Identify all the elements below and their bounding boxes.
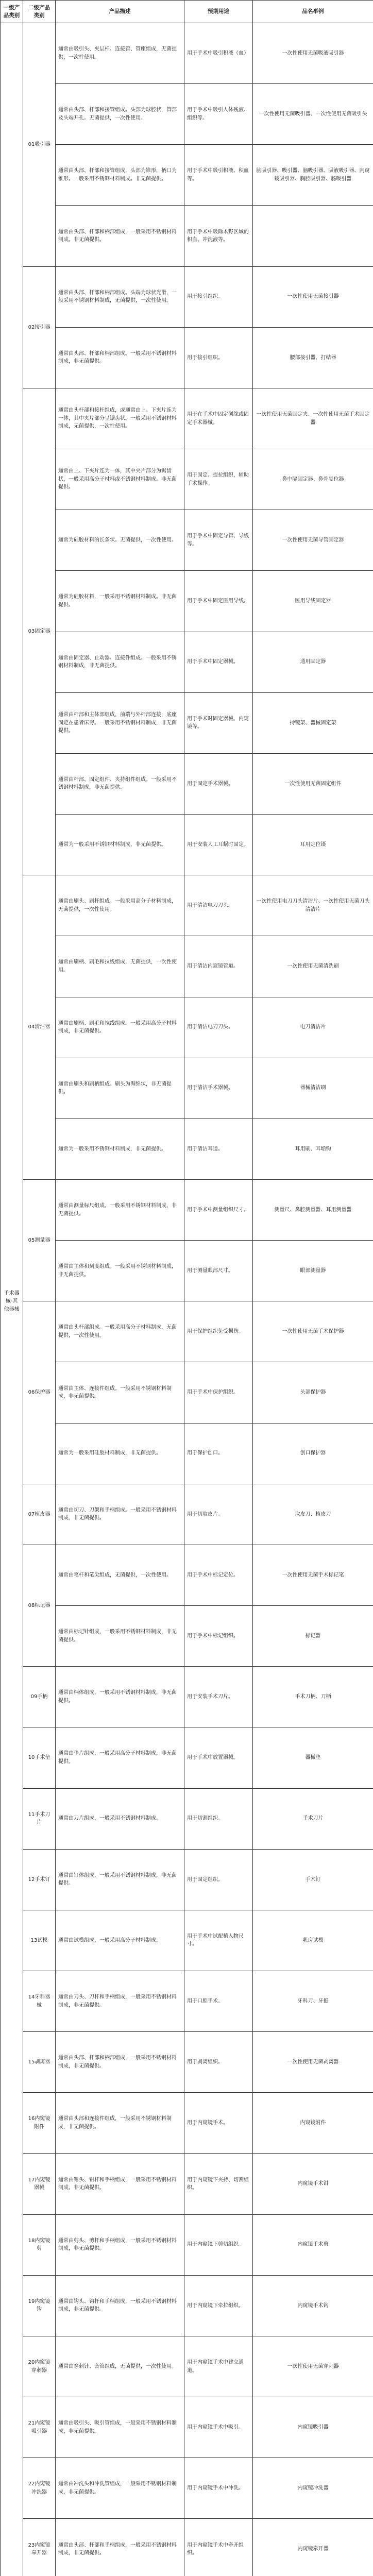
intended-use-cell: 用于保护创口。 bbox=[184, 1423, 253, 1484]
intended-use-cell: 用于手术中标记组织。 bbox=[184, 1606, 253, 1667]
description-cell: 通常由吸引头、夹层杆、连接管、管座组成，无菌提供，一次性使用。 bbox=[56, 23, 184, 84]
table-row bbox=[1, 449, 373, 510]
description-cell: 通常由刷头、刷杆组成。一般采用高分子材料制成，无菌提供，一次性使用。 bbox=[56, 875, 184, 936]
intended-use-cell: 用于手术中放置器械。 bbox=[184, 1727, 253, 1788]
intended-use-cell: 用于内窥镜手术中建立通道。 bbox=[184, 2336, 253, 2397]
intended-use-cell: 用于手术中固定医用导线。 bbox=[184, 571, 253, 632]
example-cell: 内窥镜冲洗器 bbox=[253, 2458, 373, 2519]
table-row bbox=[1, 1849, 373, 1910]
category2-cell: 08标记器 bbox=[23, 1545, 56, 1666]
description-cell: 通常由头部、杆部和柄部组成，一般采用不锈钢材料制成。非无菌提供。 bbox=[56, 206, 184, 266]
header-category1: 一级产品类别 bbox=[1, 1, 23, 23]
category1-cell: 手术器械-其他器械 bbox=[1, 23, 23, 2576]
intended-use-cell: 用于内窥镜手术中冲洗。 bbox=[184, 2458, 253, 2519]
intended-use-cell: 用于固定手术器械。 bbox=[184, 753, 253, 814]
table-row bbox=[1, 206, 373, 266]
category2-cell: 14牙科器械 bbox=[23, 1971, 56, 2032]
description-cell: 通常由柄体组成，一般采用不锈钢材料制成，非无菌提供。 bbox=[56, 1667, 184, 1727]
description-cell: 通常由刀头、刀杆和手柄组成，一般采用不锈钢材料制成，非无菌提供。 bbox=[56, 1971, 184, 2032]
intended-use-cell: 用于接引组织。 bbox=[184, 266, 253, 327]
table-body bbox=[1, 23, 373, 2576]
category2-cell: 21内窥镜吸引器 bbox=[23, 2397, 56, 2458]
category2-cell: 12手术钉 bbox=[23, 1849, 56, 1910]
description-cell: 通常由试模组成，一般采用高分子材料制成。 bbox=[56, 1910, 184, 1971]
description-cell: 通常由固定器、止动器、连接件组成。一般采用不锈钢材料制成，非无菌提供。 bbox=[56, 632, 184, 692]
intended-use-cell: 用于清洁内窥镜管道。 bbox=[184, 936, 253, 997]
category2-cell: 20内窥镜穿刺器 bbox=[23, 2336, 56, 2397]
example-cell: 手术钉 bbox=[253, 1849, 373, 1910]
table-row bbox=[1, 2032, 373, 2093]
category2-cell: 09手柄 bbox=[23, 1667, 56, 1727]
description-cell: 通常由钉体组成，一般采用不锈钢材料制成，非无菌提供。 bbox=[56, 1849, 184, 1910]
description-cell: 通常由刷柄、刷毛和拉线组成。一般采用高分子材料制成，非无菌提供。 bbox=[56, 997, 184, 1058]
intended-use-cell: 用于内窥镜手术中牵开组织。 bbox=[184, 2519, 253, 2576]
table-row bbox=[1, 266, 373, 327]
table-row bbox=[1, 1727, 373, 1788]
category2-cell: 16内窥镜附件 bbox=[23, 2093, 56, 2154]
example-cell: 电刀清洁片 bbox=[253, 997, 373, 1058]
description-cell: 通常由钳头、钳杆和手柄组成，一般采用不锈钢材料制成，非无菌提供。 bbox=[56, 2154, 184, 2214]
intended-use-cell: 用于清洁手术器械。 bbox=[184, 1058, 253, 1118]
category2-cell: 01吸引器 bbox=[23, 23, 56, 267]
example-cell: 耳用定位镊 bbox=[253, 815, 373, 875]
table-row bbox=[1, 2275, 373, 2336]
category2-cell: 17内窥镜器械 bbox=[23, 2154, 56, 2214]
table-row bbox=[1, 875, 373, 936]
category2-cell: 07植皮器 bbox=[23, 1484, 56, 1545]
table-row bbox=[1, 510, 373, 571]
intended-use-cell: 用于手术中标记定位。 bbox=[184, 1545, 253, 1605]
description-cell: 通常由头部、杆部和接管组成，头部为锥形，柄口为锥形。一般采用不锈钢材料制成。非无菌提供。 bbox=[56, 145, 184, 206]
description-cell: 通常由头部、杆部和柄部组成，一般采用不锈钢材料制成，非无菌提供。 bbox=[56, 2032, 184, 2093]
description-cell: 通常由主体、连接件组成。一般采用不锈钢材料制成，非无菌提供。 bbox=[56, 1362, 184, 1423]
intended-use-cell: 用于内窥镜下剪切组织。 bbox=[184, 2214, 253, 2275]
intended-use-cell: 用于剥离组织。 bbox=[184, 2032, 253, 2093]
example-cell: 鼻中隔固定器、鼻骨复位器 bbox=[253, 449, 373, 510]
example-cell: 手术刀柄、刀柄 bbox=[253, 1667, 373, 1727]
description-cell: 通常由头部和连接件组成，一般采用不锈钢材料制成，非无菌提供。 bbox=[56, 2093, 184, 2154]
example-cell: 标记器 bbox=[253, 1606, 373, 1667]
table-row bbox=[1, 1241, 373, 1301]
table-row bbox=[1, 2154, 373, 2214]
intended-use-cell: 用于口腔手术。 bbox=[184, 1971, 253, 2032]
table-row bbox=[1, 571, 373, 632]
description-cell: 通常为一般采用硅胶材料制成，非无菌提供。 bbox=[56, 1423, 184, 1484]
description-cell: 通常由杆部和主体部组成，前端与外杆部连接，底座固定在患者床旁。一般采用不锈钢材料制成，非无菌提供。 bbox=[56, 692, 184, 753]
example-cell: 一次性使用无菌吸液吸引器 bbox=[253, 23, 373, 84]
example-cell: 内窥镜牵开器 bbox=[253, 2519, 373, 2576]
example-cell: 通用固定器 bbox=[253, 632, 373, 692]
example-cell: 内窥镜吸引器 bbox=[253, 2397, 373, 2458]
table-row bbox=[1, 1179, 373, 1240]
category2-cell: 13试模 bbox=[23, 1910, 56, 1971]
table-row bbox=[1, 1545, 373, 1605]
table-row bbox=[1, 1910, 373, 1971]
example-cell: 一次性使用无菌剥离器 bbox=[253, 2032, 373, 2093]
example-cell: 内窥镜手术剪 bbox=[253, 2214, 373, 2275]
table-row bbox=[1, 1423, 373, 1484]
table-row bbox=[1, 327, 373, 388]
intended-use-cell: 用于内窥镜下牵拉组织。 bbox=[184, 2275, 253, 2336]
table-row bbox=[1, 1058, 373, 1118]
description-cell: 通常由测量标尺组成。一般采用不锈钢材料制成，非无菌提供。 bbox=[56, 1179, 184, 1240]
table-row bbox=[1, 1118, 373, 1179]
example-cell: 脑吸引器、吸引器、脑吸引器、吸液吸引器、内窥镜吸引器、胸腔吸引器、肠吸引器 bbox=[253, 145, 373, 206]
description-cell: 通常由刀片组成，一般采用不锈钢材料制成。 bbox=[56, 1788, 184, 1849]
example-cell: 器械清洁刷 bbox=[253, 1058, 373, 1118]
intended-use-cell: 用于清洁电刀刀头。 bbox=[184, 875, 253, 936]
example-cell: 一次性使用无菌固定夹、一次性使用无菌手术固定器 bbox=[253, 388, 373, 449]
example-cell: 持镜架、器械固定架 bbox=[253, 692, 373, 753]
example-cell: 耳用刷、耳垢钩 bbox=[253, 1118, 373, 1179]
example-cell: 眼部测量器 bbox=[253, 1241, 373, 1301]
table-row bbox=[1, 1788, 373, 1849]
intended-use-cell: 用于清洁耳道。 bbox=[184, 1118, 253, 1179]
header-row bbox=[1, 1, 373, 23]
table-row bbox=[1, 997, 373, 1058]
table-row bbox=[1, 388, 373, 449]
example-cell: 一次性使用无菌接引器 bbox=[253, 266, 373, 327]
category2-cell: 04清洁器 bbox=[23, 875, 56, 1180]
table-row bbox=[1, 632, 373, 692]
table-row bbox=[1, 753, 373, 814]
description-cell: 通常由标记针组成，一般采用不锈钢材料制成，非无菌提供。 bbox=[56, 1606, 184, 1667]
description-cell: 通常为一般采用不锈钢材料制成，非无菌提供。 bbox=[56, 1118, 184, 1179]
example-cell: 一次性使用电刀刀头清洁片、一次性使用无菌刀头清洁片 bbox=[253, 875, 373, 936]
header-category2: 二级产品类别 bbox=[23, 1, 56, 23]
description-cell: 通常由吸引头、吸引管组成，一般采用不锈钢材料制成，非无菌提供。 bbox=[56, 2397, 184, 2458]
example-cell: 一次性使用无菌吸引器、一次性使用无菌吸引头 bbox=[253, 84, 373, 145]
intended-use-cell: 用于手术中固定器械。 bbox=[184, 632, 253, 692]
table-row bbox=[1, 2458, 373, 2519]
example-cell: 内窥镜附件 bbox=[253, 2093, 373, 2154]
category2-cell: 03固定器 bbox=[23, 388, 56, 875]
description-cell: 通常由刷头和刷柄组成。刷头为海绵状，非无菌提供。 bbox=[56, 1058, 184, 1118]
table-row bbox=[1, 692, 373, 753]
intended-use-cell: 用于安装人工耳蜗时固定。 bbox=[184, 815, 253, 875]
description-cell: 通常由冲洗头和冲洗管组成，一般采用不锈钢材料制成，非无菌提供。 bbox=[56, 2458, 184, 2519]
header-examples: 品名举例 bbox=[253, 1, 373, 23]
intended-use-cell: 用于保护组织免受损伤。 bbox=[184, 1301, 253, 1362]
intended-use-cell: 用于手术中测量组织尺寸。 bbox=[184, 1179, 253, 1240]
example-cell: 手术刀片 bbox=[253, 1788, 373, 1849]
description-cell: 通常由头部、杆部和手柄组成，一般采用不锈钢材料制成，非无菌提供。 bbox=[56, 2519, 184, 2576]
example-cell: 测量尺、鼻腔测量器、耳用测量器 bbox=[253, 1179, 373, 1240]
description-cell: 通常由剪头、剪杆和手柄组成，一般采用不锈钢材料制成，非无菌提供。 bbox=[56, 2214, 184, 2275]
example-cell: 内窥镜手术钳 bbox=[253, 2154, 373, 2214]
intended-use-cell: 用于手术中保护组织。 bbox=[184, 1362, 253, 1423]
table-row bbox=[1, 2519, 373, 2576]
table-row bbox=[1, 23, 373, 84]
intended-use-cell: 用于手术中吸引积液、积血等。 bbox=[184, 145, 253, 206]
category2-cell: 15剥离器 bbox=[23, 2032, 56, 2093]
table-row bbox=[1, 1301, 373, 1362]
header-intended-use: 预期用途 bbox=[184, 1, 253, 23]
example-cell: 一次性使用无菌手术标记笔 bbox=[253, 1545, 373, 1605]
description-cell: 通常由切刀、刀架和手柄组成。一般采用不锈钢材料制成，非无菌提供。 bbox=[56, 1484, 184, 1545]
description-cell: 通常由头部、杆部和接管组成。头部为球腔状，管部及头端开孔。无菌提供，一次性使用。 bbox=[56, 84, 184, 145]
table-row bbox=[1, 1484, 373, 1545]
intended-use-cell: 用于手术中试配植入物尺寸。 bbox=[184, 1910, 253, 1971]
example-cell: 牙科刀、牙挺 bbox=[253, 1971, 373, 2032]
intended-use-cell: 用于手术中吸除术野区域的积血、冲洗液等。 bbox=[184, 206, 253, 266]
intended-use-cell: 用于在手术中固定创缘或固定手术器械。 bbox=[184, 388, 253, 449]
intended-use-cell: 用于内窥镜手术。 bbox=[184, 2093, 253, 2154]
intended-use-cell: 用于内窥镜手术中吸引。 bbox=[184, 2397, 253, 2458]
table-row bbox=[1, 1362, 373, 1423]
table-row bbox=[1, 145, 373, 206]
description-cell: 通常由主体和刻度组成。一般采用不锈钢材料制成，非无菌提供。 bbox=[56, 1241, 184, 1301]
intended-use-cell: 用于切割组织。 bbox=[184, 1788, 253, 1849]
example-cell: 创口保护器 bbox=[253, 1423, 373, 1484]
intended-use-cell: 用于内窥镜下夹持、切割组织。 bbox=[184, 2154, 253, 2214]
description-cell: 通常由钩头、钩杆和手柄组成，一般采用不锈钢材料制成，非无菌提供。 bbox=[56, 2275, 184, 2336]
description-cell: 通常由笔杆和笔尖组成，无菌提供，一次性使用。 bbox=[56, 1545, 184, 1605]
intended-use-cell: 用于清洁电刀刀头。 bbox=[184, 997, 253, 1058]
example-cell: 头部保护器 bbox=[253, 1362, 373, 1423]
table-row bbox=[1, 2336, 373, 2397]
example-cell: 取皮刀、植皮刀 bbox=[253, 1484, 373, 1545]
description-cell: 通常由头杆部和接杆组成，或通常由上、下夹片连为一体，其中夹片部分呈锯齿状。一般采用不锈钢材料制成，无菌提供，一次性使用。 bbox=[56, 388, 184, 449]
description-cell: 通常由头部、杆部和柄部组成。一般采用不锈钢材料制成，非无菌提供。 bbox=[56, 327, 184, 388]
table-row bbox=[1, 2397, 373, 2458]
intended-use-cell: 用于接引组织。 bbox=[184, 327, 253, 388]
category2-cell: 02接引器 bbox=[23, 266, 56, 388]
description-cell: 通常由上、下夹片连为一体，其中夹片部分为锯齿状，一般采用高分子材料或不锈钢材料制成。非无菌提供。 bbox=[56, 449, 184, 510]
table-row bbox=[1, 1667, 373, 1727]
category2-cell: 10手术垫 bbox=[23, 1727, 56, 1788]
example-cell: 一次性使用无菌穿刺器 bbox=[253, 2336, 373, 2397]
intended-use-cell: 用于测量眼部尺寸。 bbox=[184, 1241, 253, 1301]
category2-cell: 11手术刀片 bbox=[23, 1788, 56, 1849]
example-cell: 腰部接引器，打结器 bbox=[253, 327, 373, 388]
description-cell: 通常由杆部、固定组件、夹持组件组成。一般采用不锈钢材料制成，非无菌提供。 bbox=[56, 753, 184, 814]
table-row bbox=[1, 936, 373, 997]
description-cell: 通常由垫片组成，一般采用高分子材料制成，非无菌提供。 bbox=[56, 1727, 184, 1788]
description-cell: 通常为硅胶材料，一般采用不锈钢材料制成。非无菌提供。 bbox=[56, 571, 184, 632]
intended-use-cell: 用于手术中固定导管、导线等。 bbox=[184, 510, 253, 571]
description-cell: 通常为一般采用不锈钢材料制成，非无菌提供。 bbox=[56, 815, 184, 875]
intended-use-cell: 用于切取皮片。 bbox=[184, 1484, 253, 1545]
intended-use-cell: 用于固定组织。 bbox=[184, 1849, 253, 1910]
example-cell: 一次性使用无菌清洗刷 bbox=[253, 936, 373, 997]
example-cell: 器械垫 bbox=[253, 1727, 373, 1788]
intended-use-cell: 用于安装手术刀片。 bbox=[184, 1667, 253, 1727]
category2-cell: 22内窥镜冲洗器 bbox=[23, 2458, 56, 2519]
description-cell: 通常为硅胶材料的长条状。无菌提供，一次性使用。 bbox=[56, 510, 184, 571]
header-description: 产品描述 bbox=[56, 1, 184, 23]
description-cell: 通常由头杆部组成。一般采用高分子材料制成，无菌提供，一次性使用。 bbox=[56, 1301, 184, 1362]
category2-cell: 05测量器 bbox=[23, 1179, 56, 1301]
category2-cell: 23内窥镜牵开器 bbox=[23, 2519, 56, 2576]
example-cell: 一次性使用无菌手术保护器 bbox=[253, 1301, 373, 1362]
category2-cell: 18内窥镜剪 bbox=[23, 2214, 56, 2275]
example-cell: 医用导线固定器 bbox=[253, 571, 373, 632]
table-row bbox=[1, 1606, 373, 1667]
table-row bbox=[1, 2093, 373, 2154]
category2-cell: 06保护器 bbox=[23, 1301, 56, 1484]
intended-use-cell: 用于手术中吸引积液（血） bbox=[184, 23, 253, 84]
intended-use-cell: 用于手术时固定器械、内窥镜等。 bbox=[184, 692, 253, 753]
description-cell: 通常由刷柄、刷毛和拉线组成，无菌提供，一次性使用。 bbox=[56, 936, 184, 997]
description-cell: 通常由头部、杆部和柄部组成。头端为球状光滑，一般采用不锈钢材料制成，无菌提供，一次性使用。 bbox=[56, 266, 184, 327]
example-cell: 一次性使用无菌固定组件 bbox=[253, 753, 373, 814]
table-row bbox=[1, 1971, 373, 2032]
example-cell bbox=[253, 206, 373, 266]
category2-cell: 19内窥镜钩 bbox=[23, 2275, 56, 2336]
example-cell: 一次性使用无菌导管固定器 bbox=[253, 510, 373, 571]
intended-use-cell: 用于手术中吸引人体残液、组织等。 bbox=[184, 84, 253, 145]
table-row bbox=[1, 84, 373, 145]
description-cell: 通常由穿刺针、套管组成，无菌提供，一次性使用。 bbox=[56, 2336, 184, 2397]
example-cell: 内窥镜手术钩 bbox=[253, 2275, 373, 2336]
example-cell: 乳房试模 bbox=[253, 1910, 373, 1971]
intended-use-cell: 用于固定、提拉组织，辅助手术操作。 bbox=[184, 449, 253, 510]
table-row bbox=[1, 815, 373, 875]
table-row bbox=[1, 2214, 373, 2275]
